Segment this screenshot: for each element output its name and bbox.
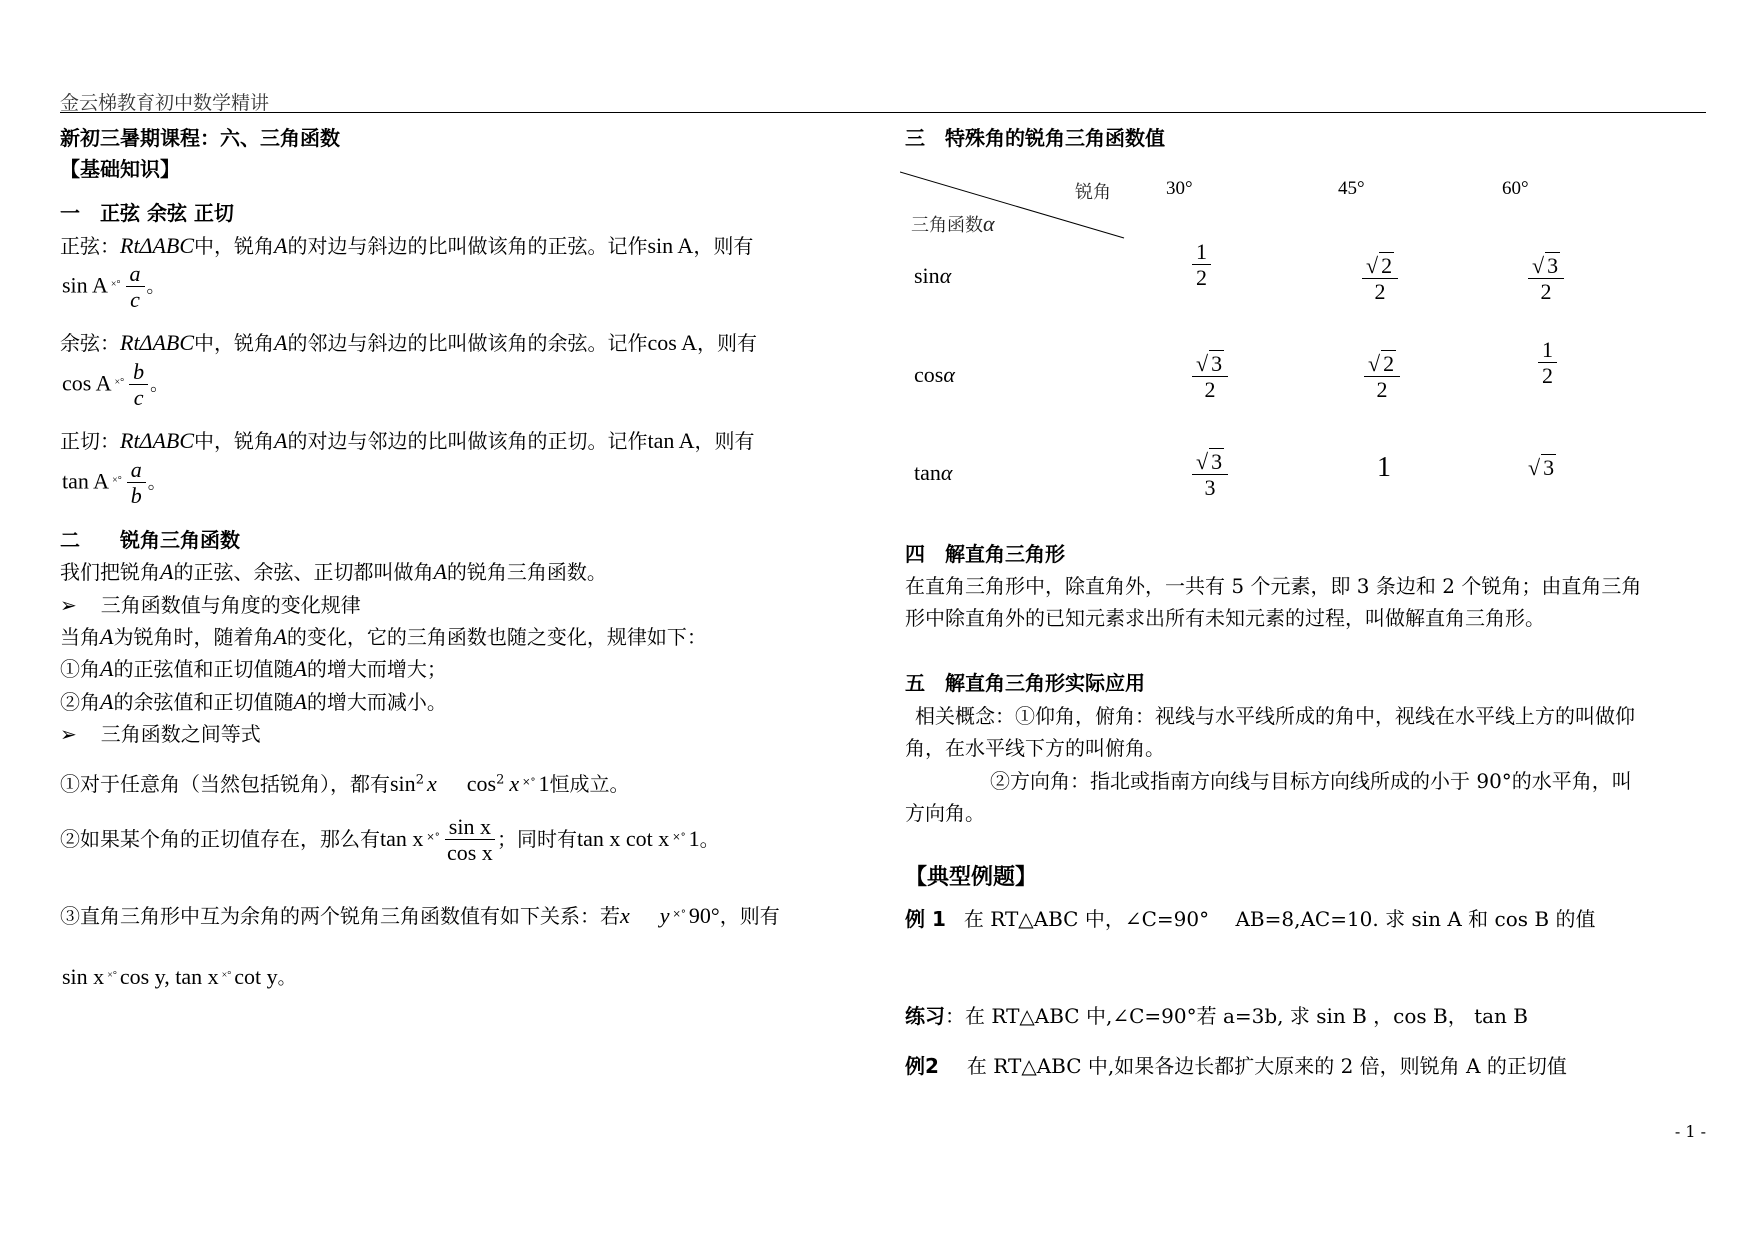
arrow-bullet-icon: ➢ [60, 593, 77, 617]
radicand: 2 [1383, 351, 1395, 376]
text: ①对于任意角（当然包括锐角），都有 [60, 772, 390, 796]
equals-mark: ×° [426, 832, 440, 843]
text: 的对边与邻边的比叫做该角的正切。记作 [287, 429, 648, 453]
text: 为锐角时，随着角 [113, 625, 274, 649]
example-text: 在 RT△ABC 中,如果各边长都扩大原来的 2 倍，则锐角 A 的正切值 [966, 1054, 1567, 1078]
table-corner-top: 锐角 [1075, 182, 1111, 203]
angle-symbol: A [100, 656, 114, 681]
denominator: 2 [1374, 279, 1386, 304]
cell-cos-30 [1190, 352, 1230, 403]
bullet-text: 三角函数值与角度的变化规律 [100, 593, 361, 617]
text: ，则有 [696, 331, 757, 355]
angle-symbol: A [273, 624, 287, 649]
sqrt-icon: √ [1366, 253, 1379, 278]
notation: tan A [647, 428, 695, 453]
value: 1 [688, 826, 700, 851]
formula: cot y [234, 964, 278, 989]
label: 正切： [60, 429, 120, 453]
cos-definition [60, 327, 757, 356]
section-3-heading: 三 特殊角的锐角三角函数值 [905, 126, 1165, 150]
angle-30: 30° [1166, 178, 1193, 199]
radicand: 2 [1381, 253, 1393, 278]
row-label-sin [914, 263, 951, 289]
sqrt-icon: √ [1532, 253, 1545, 278]
numerator: a [127, 458, 146, 483]
examples-heading: 【典型例题】 [905, 865, 1038, 890]
formula-lhs: sin A [62, 272, 108, 298]
text: ②角 [60, 690, 100, 714]
variable: y [659, 903, 670, 928]
period: 。 [277, 968, 296, 988]
section-2-heading: 二 锐角三角函数 [60, 528, 240, 552]
text: ，则有 [694, 429, 755, 453]
triangle-symbol: RtΔABC [120, 233, 195, 258]
example-1 [905, 903, 1595, 932]
denominator: b [130, 483, 142, 508]
denominator: 3 [1204, 475, 1216, 500]
practice [905, 1000, 1528, 1029]
angle-45: 45° [1338, 178, 1365, 199]
tan-definition [60, 425, 755, 454]
fn-name: tan [914, 460, 941, 485]
formula-lhs: tan x [380, 826, 424, 851]
text: 的正弦值和正切值随 [113, 657, 294, 681]
text: ；同时有 [496, 827, 577, 851]
formula-lhs: cos A [62, 370, 112, 396]
alpha-symbol: α [940, 460, 953, 485]
sin-fn: sin [390, 771, 416, 796]
alpha-symbol: α [983, 211, 995, 236]
period: 。 [146, 276, 165, 297]
cell-sin-30 [1190, 240, 1213, 291]
numerator: 1 [1192, 240, 1211, 265]
arrow-bullet-icon: ➢ [60, 722, 77, 746]
angle-symbol: A [274, 233, 288, 258]
fn-name: cos [914, 362, 944, 387]
text: 的正弦、余弦、正切都叫做角 [173, 560, 434, 584]
angle-symbol: A [293, 656, 307, 681]
text: 的邻边与斜边的比叫做该角的余弦。记作 [287, 331, 648, 355]
angle-symbol: A [100, 689, 114, 714]
tan-formula [62, 458, 166, 509]
section-5-heading: 五 解直角三角形实际应用 [905, 671, 1145, 695]
text: 中，锐角 [194, 234, 275, 258]
section-5-body-line2: 角，在水平线下方的叫俯角。 [905, 736, 1165, 760]
document-header: 金云梯教育初中数学精讲 [60, 92, 270, 114]
alpha-symbol: α [943, 362, 955, 387]
text: 中，锐角 [194, 429, 275, 453]
cell-tan-30 [1190, 450, 1230, 501]
corner-text: 三角函数 [911, 215, 983, 236]
cell-cos-45 [1362, 352, 1402, 403]
denominator: 2 [1540, 279, 1552, 304]
radicand: 3 [1543, 455, 1555, 480]
rule-intro [60, 621, 707, 650]
radicand: 3 [1211, 449, 1223, 474]
cos-formula [62, 360, 168, 411]
table-corner-bottom [911, 211, 995, 237]
denominator: 2 [1204, 377, 1216, 402]
header-rule [60, 112, 1706, 113]
section-4-body-line1: 在直角三角形中，除直角外，一共有 5 个元素，即 3 条边和 2 个锐角；由直角三角 [905, 574, 1642, 598]
row-label-cos [914, 362, 955, 388]
exponent: 2 [415, 772, 424, 788]
equals-mark: ×° [114, 376, 125, 388]
cell-tan-60 [1528, 455, 1556, 481]
denominator: 2 [1376, 377, 1388, 402]
notation: cos A [647, 330, 697, 355]
equals-mark: ×° [522, 777, 536, 788]
equals-mark: ×° [672, 832, 686, 843]
value: 90° [688, 903, 720, 928]
text: 恒成立。 [549, 772, 630, 796]
alpha-symbol: α [939, 263, 952, 288]
formula-lhs: tan A [62, 468, 110, 494]
variable: x [620, 903, 630, 928]
sqrt-icon: √ [1196, 449, 1209, 474]
example-label: 例 1 [905, 907, 946, 931]
angle-symbol: A [274, 428, 288, 453]
angle-symbol: A [160, 559, 174, 584]
basics-heading: 【基础知识】 [60, 157, 180, 181]
numerator: b [129, 360, 148, 385]
angle-symbol: A [100, 624, 114, 649]
text: 的增大而增大； [306, 657, 447, 681]
cell-cos-60 [1536, 338, 1559, 389]
equals-mark: ×° [110, 278, 121, 290]
practice-label: 练习 [905, 1004, 945, 1028]
period: 。 [150, 374, 169, 395]
label: 正弦： [60, 234, 120, 258]
label: 余弦： [60, 331, 120, 355]
sin-definition [60, 230, 753, 259]
text: ①角 [60, 657, 100, 681]
text: 中，锐角 [194, 331, 275, 355]
formula: sin x [62, 964, 105, 989]
denominator: 2 [1542, 363, 1553, 388]
example-2 [905, 1050, 1567, 1079]
section-5-body-line4: 方向角。 [905, 801, 985, 825]
text: 当角 [60, 625, 100, 649]
numerator: 1 [1538, 338, 1557, 363]
text: 。 [699, 827, 720, 851]
section-5-body-line3: ②方向角：指北或指南方向线与目标方向线所成的小于 90°的水平角，叫 [990, 769, 1632, 793]
radicand: 3 [1547, 253, 1559, 278]
numerator: a [126, 262, 145, 287]
sqrt-icon: √ [1196, 351, 1209, 376]
triangle-symbol: RtΔABC [120, 428, 195, 453]
formula: tan x cot x [576, 826, 670, 851]
equals-mark: ×° [107, 970, 117, 981]
identity-3 [60, 900, 780, 929]
equals-mark: ×° [221, 970, 232, 981]
text: 的变化，它的三角函数也随之变化，规律如下： [286, 625, 707, 649]
denominator: cos x [446, 840, 493, 865]
exponent: 2 [496, 772, 505, 788]
sqrt-icon: √ [1368, 351, 1381, 376]
cell-sin-45 [1360, 254, 1400, 305]
cell-tan-45: 1 [1377, 452, 1391, 483]
denominator: c [133, 385, 144, 410]
practice-text: ：在 RT△ABC 中,∠C=90°若 a=3b, 求 sin B ，cos B， tan B [945, 1004, 1528, 1028]
fn-name: sin [914, 263, 940, 288]
text: 我们把锐角 [60, 560, 160, 584]
cell-sin-60 [1526, 254, 1566, 305]
text: ②如果某个角的正切值存在，那么有 [60, 827, 380, 851]
identity-2 [60, 815, 720, 866]
bullet-identities [60, 718, 261, 747]
notation: sin A [647, 233, 694, 258]
text: ，则有 [693, 234, 754, 258]
page-number: - 1 - [1674, 1122, 1706, 1141]
denominator: 2 [1196, 265, 1207, 290]
sqrt-icon: √ [1528, 455, 1541, 480]
text: 的增大而减小。 [306, 690, 447, 714]
text: 的锐角三角函数。 [446, 560, 607, 584]
radicand: 3 [1211, 351, 1223, 376]
variable: x [509, 771, 520, 796]
angle-60: 60° [1502, 178, 1529, 199]
angle-symbol: A [274, 330, 288, 355]
text: ，则有 [719, 904, 780, 928]
rule-1 [60, 653, 447, 682]
text: 的余弦值和正切值随 [113, 690, 294, 714]
rule-2 [60, 686, 447, 715]
example-text: 在 RT△ABC 中，∠C=90° AB=8,AC=10. 求 sin A 和 cos B 的值 [963, 907, 1596, 931]
identity-1 [60, 768, 630, 797]
section-4-heading: 四 解直角三角形 [905, 542, 1065, 566]
triangle-symbol: RtΔABC [120, 330, 195, 355]
text: 的对边与斜边的比叫做该角的正弦。记作 [287, 234, 648, 258]
bullet-text: 三角函数之间等式 [100, 722, 261, 746]
identity-4 [62, 964, 296, 990]
angle-symbol: A [293, 689, 307, 714]
equals-mark: ×° [112, 474, 122, 486]
numerator: sin x [445, 815, 495, 840]
angle-symbol: A [433, 559, 447, 584]
sin-formula [62, 262, 165, 313]
variable: x [426, 771, 437, 796]
bullet-variation-rules [60, 589, 361, 618]
row-label-tan [914, 460, 952, 486]
section-5-body-line1: 相关概念：①仰角，俯角：视线与水平线所成的角中，视线在水平线上方的叫做仰 [915, 704, 1635, 728]
example-label: 例2 [905, 1054, 939, 1078]
denominator: c [130, 287, 140, 312]
equals-mark: ×° [672, 909, 686, 920]
section-4-body-line2: 形中除直角外的已知元素求出所有未知元素的过程，叫做解直角三角形。 [905, 606, 1545, 630]
formula: cos y, tan x [119, 964, 219, 989]
section-1-heading: 一 正弦 余弦 正切 [60, 201, 234, 225]
text: ③直角三角形中互为余角的两个锐角三角函数值有如下关系：若 [60, 904, 620, 928]
section-2-intro [60, 556, 607, 585]
period: 。 [147, 472, 166, 493]
course-title: 新初三暑期课程：六、三角函数 [60, 126, 340, 150]
cos-fn: cos [466, 771, 497, 796]
value: 1 [538, 771, 550, 796]
